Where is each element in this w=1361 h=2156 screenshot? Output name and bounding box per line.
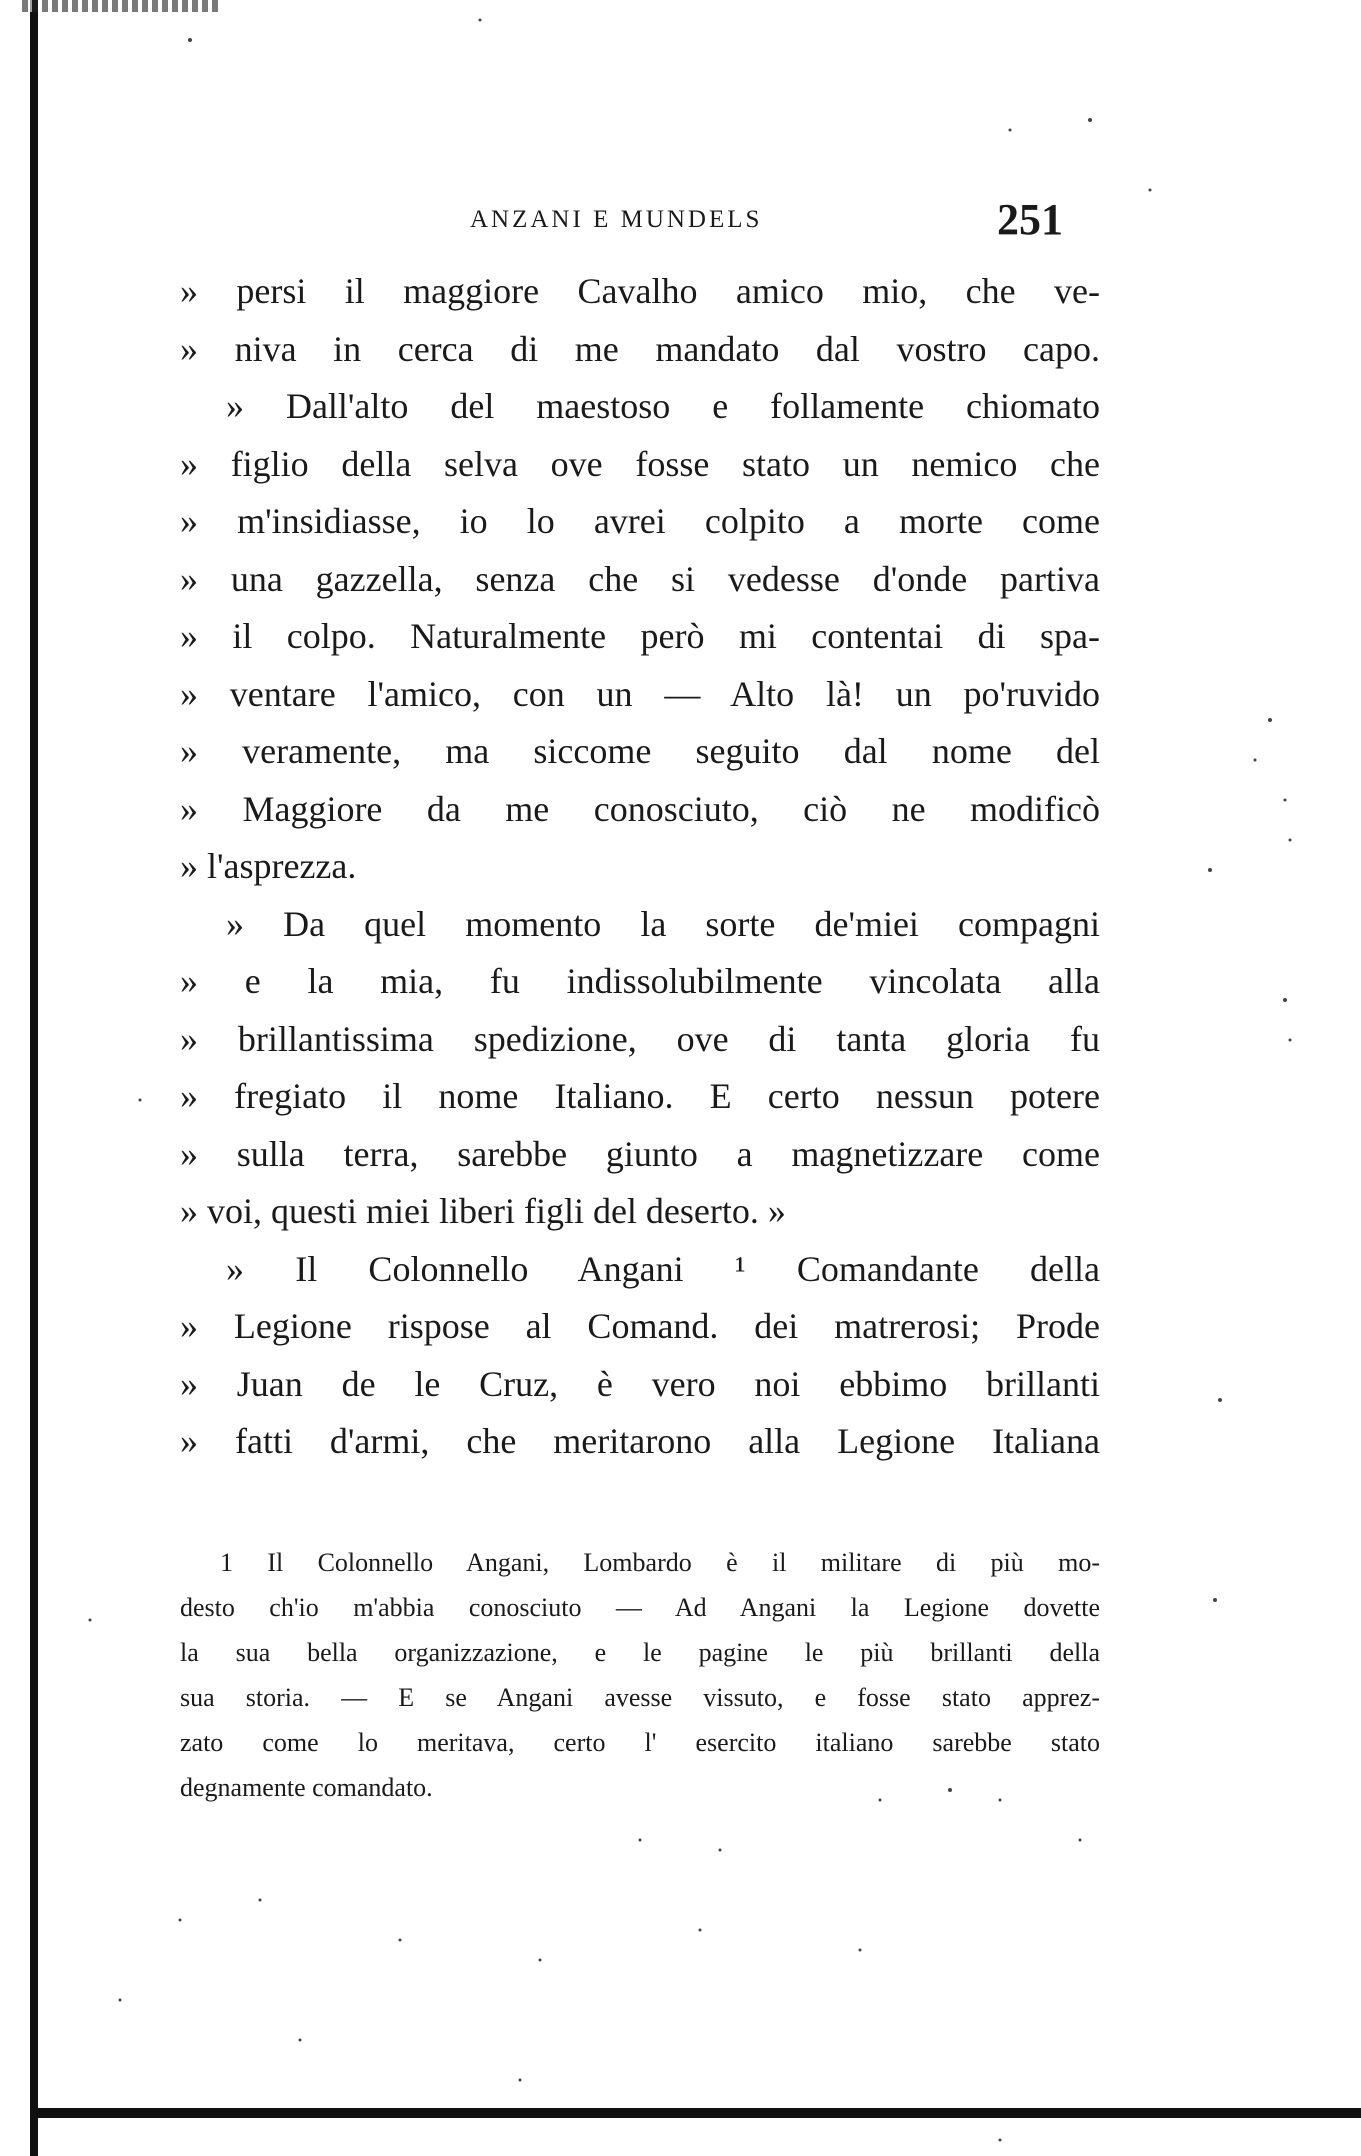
body-line: » Da quel momento la sorte de'miei compagni: [226, 903, 1100, 944]
body-line: » Dall'alto del maestoso e follamente chiomato: [226, 386, 1100, 426]
body-line: » Juan de le Cruz, è vero noi ebbimo brillanti: [180, 1363, 1100, 1404]
footnote-line: 1 Il Colonnello Angani, Lombardo è il militare di più mo-: [220, 1548, 1100, 1577]
binding-edge: [30, 0, 38, 2156]
body-line: » voi, questi miei liberi figli del deserto. »: [180, 1191, 786, 1231]
body-line: » Il Colonnello Angani ¹ Comandante della: [226, 1248, 1100, 1289]
body-line: » Maggiore da me conosciuto, ciò ne modificò: [180, 788, 1100, 829]
body-line: » persi il maggiore Cavalho amico mio, che ve-: [180, 271, 1100, 311]
footnote-line: degnamente comandato.: [180, 1773, 433, 1802]
page-number: 251: [997, 195, 1063, 244]
body-line: » veramente, ma siccome seguito dal nome del: [180, 731, 1100, 771]
footnote: [180, 1540, 1100, 1810]
body-line: » figlio della selva ove fosse stato un nemico che: [180, 443, 1100, 484]
body-line: » brillantissima spedizione, ove di tanta gloria fu: [180, 1018, 1100, 1059]
body-line: » l'asprezza.: [180, 846, 357, 886]
running-header: [180, 195, 1080, 250]
body-line: » fatti d'armi, che meritarono alla Legione Italiana: [180, 1421, 1100, 1461]
footnote-line: desto ch'io m'abbia conosciuto — Ad Angani la Legione dovette: [180, 1593, 1100, 1622]
body-line: » m'insidiasse, io lo avrei colpito a morte come: [180, 501, 1100, 541]
body-text: [180, 263, 1100, 1471]
running-header-title: ANZANI E MUNDELS: [470, 206, 763, 233]
body-line: » fregiato il nome Italiano. E certo nessun potere: [180, 1076, 1100, 1116]
body-line: » una gazzella, senza che si vedesse d'onde partiva: [180, 558, 1100, 599]
body-line: » Legione rispose al Comand. dei matrerosi; Prode: [180, 1306, 1100, 1346]
bottom-rule: [30, 2108, 1361, 2118]
body-line: » il colpo. Naturalmente però mi contentai di spa-: [180, 616, 1100, 656]
footnote-line: la sua bella organizzazione, e le pagine le più brillanti della: [180, 1638, 1100, 1667]
binding-edge-top: [22, 0, 222, 12]
body-line: » ventare l'amico, con un — Alto là! un po'ruvido: [180, 673, 1100, 714]
footnote-line: sua storia. — E se Angani avesse vissuto, e fosse stato apprez-: [180, 1683, 1100, 1712]
body-line: » sulla terra, sarebbe giunto a magnetizzare come: [180, 1133, 1100, 1174]
body-line: » e la mia, fu indissolubilmente vincolata alla: [180, 961, 1100, 1001]
body-line: » niva in cerca di me mandato dal vostro capo.: [180, 328, 1100, 369]
footnote-line: zato come lo meritava, certo l' esercito italiano sarebbe stato: [180, 1728, 1100, 1757]
